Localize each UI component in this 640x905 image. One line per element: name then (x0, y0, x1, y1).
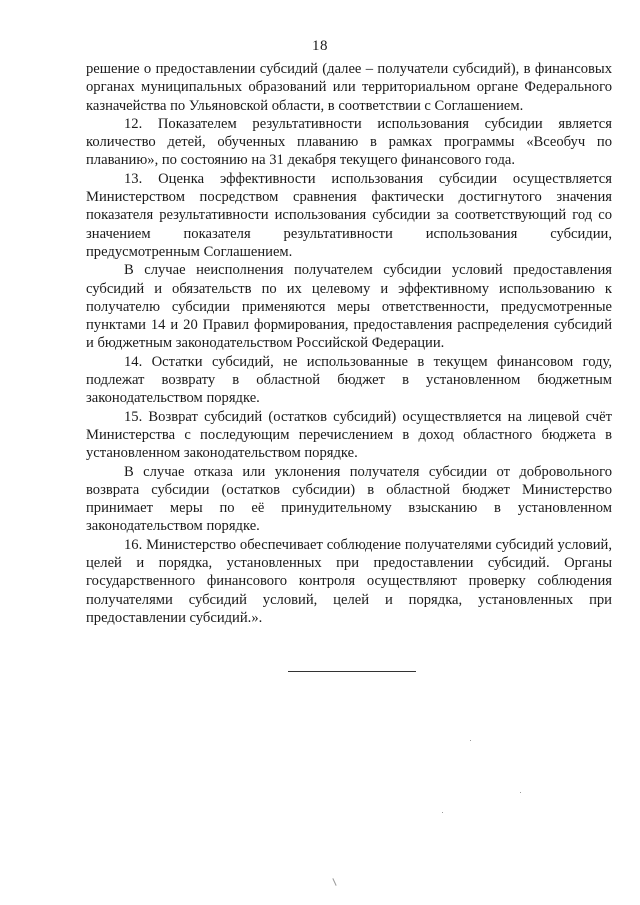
page-number: 18 (312, 38, 328, 54)
scan-speck (470, 740, 471, 741)
paragraph-item-15-refusal: В случае отказа или уклонения получателя субсидии от добровольного возврата субсидии (остатков субсидии) в областной бюджет Министерство принимает меры по её принудительному взысканию в установленном законодательством порядке. (86, 463, 612, 535)
paragraph-continuation: решение о предоставлении субсидий (далее – получатели субсидий), в финансовых органах муниципальных образований или территориальном органе Федерального казначейства по Ульяновской области, в соответствии с Соглашением. (86, 61, 612, 114)
scan-speck (332, 878, 336, 886)
paragraph-item-15: 15. Возврат субсидий (остатков субсидий) осуществляется на лицевой счёт Министерства с последующим перечислением в доход областного бюджета в установленном законодательством порядке. (86, 408, 612, 462)
paragraph-item-14: 14. Остатки субсидий, не использованные в текущем финансовом году, подлежат возврату в областной бюджет в установленном бюджетным законодательством порядке. (86, 353, 612, 407)
document-body (86, 60, 612, 627)
paragraph-item-13-responsibility: В случае неисполнения получателем субсидии условий предоставления субсидий и обязательств по их целевому и эффективному использованию к получателю субсидии применяются меры ответственности, предусмотренные пунктами 14 и 20 Правил формирования, предоставления распределения субсидий и бюджетным законодательством Российской Федерации. (86, 262, 612, 352)
paragraph-item-12: 12. Показателем результативности использования субсидии является количество детей, обученных плаванию в рамках программы «Всеобуч по плаванию», по состоянию на 31 декабря текущего финансового года. (86, 115, 612, 169)
paragraph-item-13: 13. Оценка эффективности использования субсидии осуществляется Министерством посредством сравнения фактически достигнутого значения показателя результативности использования субсидии за соответствующий год со значением показателя результативности использования субсидии, предусмотренным Соглашением. (86, 170, 612, 260)
closing-separator-line (288, 671, 416, 672)
scan-speck (520, 792, 521, 793)
scan-speck (442, 812, 443, 813)
paragraph-item-16: 16. Министерство обеспечивает соблюдение получателями субсидий условий, целей и порядка, установленных при предоставлении субсидий. Органы государственного финансового контроля осуществляют проверку соблюдения получателями субсидий условий, целей и порядка, установленных при предоставлении субсидий.». (86, 536, 612, 626)
